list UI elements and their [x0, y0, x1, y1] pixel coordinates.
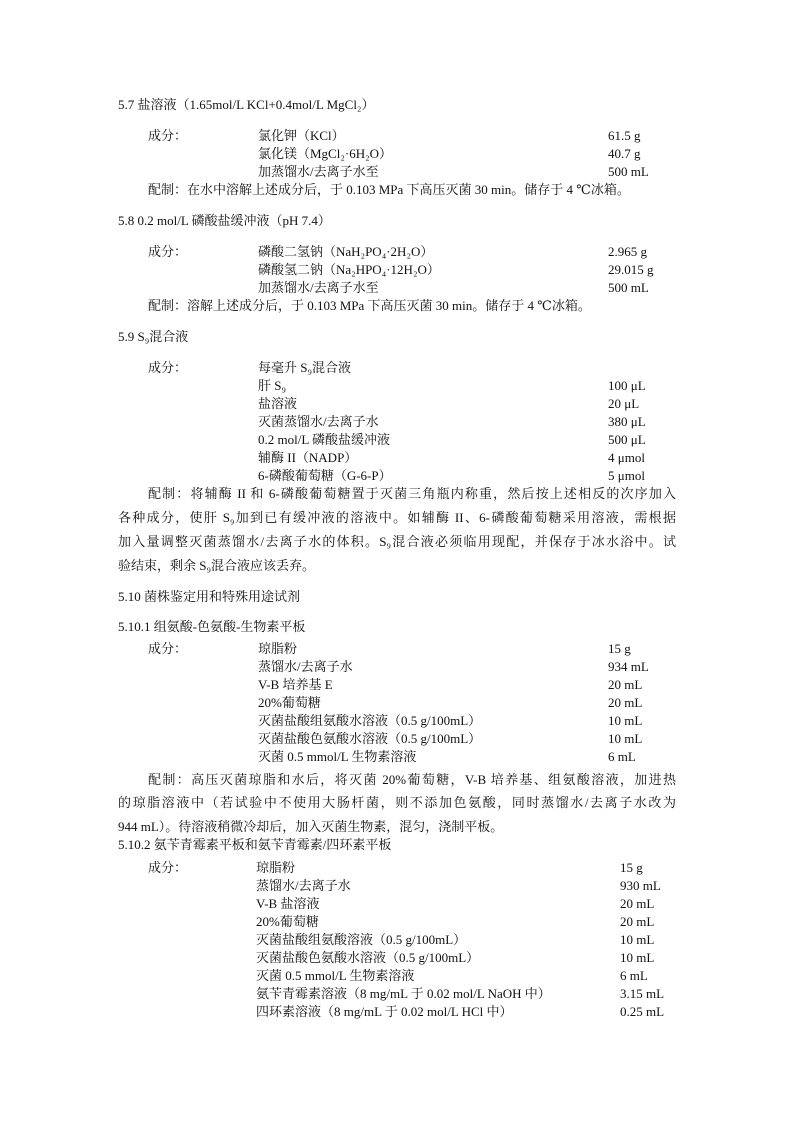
ingredient-amount: 2.965 g: [608, 244, 647, 259]
ingredient-name: 氯化镁（MgCl₂·6H₂O）: [258, 146, 393, 161]
ingredient-name: 蒸馏水/去离子水: [258, 659, 353, 674]
ingredient-name: 蒸馏水/去离子水: [256, 878, 351, 893]
section-heading-5-10-1: 5.10.1 组氨酸-色氨酸-生物素平板: [118, 619, 306, 634]
ingredient-amount: 10 mL: [608, 731, 643, 746]
preparation-text-line: 配制：高压灭菌琼脂和水后，将灭菌 20%葡萄糖，V-B 培养基、组氨酸溶液，加进热: [148, 772, 676, 787]
ingredient-amount: 20 mL: [620, 914, 655, 929]
ingredient-name: 磷酸二氢钠（NaH₂PO₄·2H₂O）: [258, 244, 434, 259]
ingredient-amount: 930 mL: [620, 878, 661, 893]
preparation-text-line: 各种成分，使肝 S₉加到已有缓冲液的溶液中。如辅酶 II、6-磷酸葡萄糖采用溶液，需根据: [118, 510, 676, 525]
ingredient-amount: 10 mL: [620, 950, 655, 965]
preparation-text-line: 的琼脂溶液中（若试验中不使用大肠杆菌，则不添加色氨酸，同时蒸馏水/去离子水改为: [118, 795, 676, 810]
ingredient-name: 四环素溶液（8 mg/mL 于 0.02 mol/L HCl 中）: [256, 1004, 513, 1019]
preparation-text-line: 加入量调整灭菌蒸馏水/去离子水的体积。S₉混合液必须临用现配，并保存于冰水浴中。试: [118, 534, 676, 549]
ingredient-amount: 20 mL: [608, 695, 643, 710]
ingredients-label: 成分：: [148, 244, 188, 259]
ingredients-label: 成分：: [148, 860, 188, 875]
ingredient-amount: 500 mL: [608, 164, 649, 179]
preparation-text: 配制：在水中溶解上述成分后，于 0.103 MPa 下高压灭菌 30 min。储存于 4 ℃冰箱。: [148, 182, 630, 197]
ingredient-name: V-B 盐溶液: [256, 896, 320, 911]
ingredient-amount: 500 μL: [608, 432, 646, 447]
ingredient-name: 0.2 mol/L 磷酸盐缓冲液: [258, 432, 391, 447]
section-heading-5-7: 5.7 盐溶液（1.65mol/L KCl+0.4mol/L MgCl₂）: [118, 97, 375, 112]
ingredient-name: 20%葡萄糖: [256, 914, 319, 929]
ingredient-name: V-B 培养基 E: [258, 677, 333, 692]
ingredient-name: 氨苄青霉素溶液（8 mg/mL 于 0.02 mol/L NaOH 中）: [256, 986, 551, 1001]
ingredient-amount: 934 mL: [608, 659, 649, 674]
ingredient-name: 肝 S₉: [258, 378, 287, 393]
ingredient-amount: 40.7 g: [608, 146, 641, 161]
ingredient-name: 盐溶液: [258, 396, 298, 411]
ingredient-name: 灭菌 0.5 mmol/L 生物素溶液: [256, 968, 415, 983]
ingredient-amount: 10 mL: [620, 932, 655, 947]
ingredient-name: 灭菌蒸馏水/去离子水: [258, 414, 379, 429]
section-heading-5-8: 5.8 0.2 mol/L 磷酸盐缓冲液（pH 7.4）: [118, 213, 331, 228]
ingredient-name: 6-磷酸葡萄糖（G-6-P）: [258, 468, 392, 483]
ingredient-name: 加蒸馏水/去离子水至: [258, 280, 379, 295]
ingredient-name: 20%葡萄糖: [258, 695, 321, 710]
ingredient-amount: 5 μmol: [608, 468, 645, 483]
ingredient-amount: 4 μmol: [608, 450, 645, 465]
ingredient-amount: 29.015 g: [608, 262, 654, 277]
preparation-text-line: 验结束，剩余 S₉混合液应该丢弃。: [118, 558, 316, 573]
ingredient-name: 灭菌盐酸色氨酸水溶液（0.5 g/100mL）: [256, 950, 480, 965]
ingredient-name: 琼脂粉: [258, 641, 298, 656]
ingredient-amount: 20 μL: [608, 396, 640, 411]
ingredient-amount: 61.5 g: [608, 128, 641, 143]
ingredient-amount: 15 g: [620, 860, 643, 875]
preparation-text-line: 配制：将辅酶 II 和 6-磷酸葡萄糖置于灭菌三角瓶内称重，然后按上述相反的次序加入: [148, 486, 676, 501]
ingredients-label: 成分：: [148, 641, 188, 656]
ingredient-name: 氯化钾（KCl）: [258, 128, 345, 143]
ingredient-name: 灭菌盐酸组氨酸水溶液（0.5 g/100mL）: [258, 713, 482, 728]
ingredient-amount: 20 mL: [620, 896, 655, 911]
ingredients-label: 成分：: [148, 128, 188, 143]
ingredient-amount: 3.15 mL: [620, 986, 665, 1001]
ingredient-amount: 380 μL: [608, 414, 646, 429]
preparation-text: 配制：溶解上述成分后，于 0.103 MPa 下高压灭菌 30 min。储存于 4 ℃冰箱。: [148, 298, 591, 313]
ingredient-name: 琼脂粉: [256, 860, 296, 875]
preparation-text-line: 944 mL）。待溶液稍微冷却后，加入灭菌生物素，混匀，浇制平板。: [118, 819, 504, 834]
ingredient-amount: 500 mL: [608, 280, 649, 295]
section-heading-5-9: 5.9 S₉混合液: [118, 329, 189, 344]
ingredient-name: 灭菌 0.5 mmol/L 生物素溶液: [258, 749, 417, 764]
ingredient-subheading: 每毫升 S₉混合液: [258, 360, 352, 375]
section-heading-5-10: 5.10 菌株鉴定用和特殊用途试剂: [118, 589, 301, 604]
ingredient-amount: 100 μL: [608, 378, 646, 393]
ingredient-name: 灭菌盐酸色氨酸水溶液（0.5 g/100mL）: [258, 731, 482, 746]
ingredient-amount: 6 mL: [608, 749, 636, 764]
ingredient-name: 灭菌盐酸组氨酸溶液（0.5 g/100mL）: [256, 932, 467, 947]
ingredient-amount: 0.25 mL: [620, 1004, 665, 1019]
ingredient-name: 加蒸馏水/去离子水至: [258, 164, 379, 179]
section-heading-5-10-2: 5.10.2 氨苄青霉素平板和氨苄青霉素/四环素平板: [118, 837, 392, 852]
ingredient-amount: 15 g: [608, 641, 631, 656]
ingredient-amount: 20 mL: [608, 677, 643, 692]
ingredients-label: 成分：: [148, 360, 188, 375]
ingredient-name: 磷酸氢二钠（Na₂HPO₄·12H₂O）: [258, 262, 440, 277]
ingredient-amount: 6 mL: [620, 968, 648, 983]
ingredient-amount: 10 mL: [608, 713, 643, 728]
ingredient-name: 辅酶 II（NADP）: [258, 450, 358, 465]
